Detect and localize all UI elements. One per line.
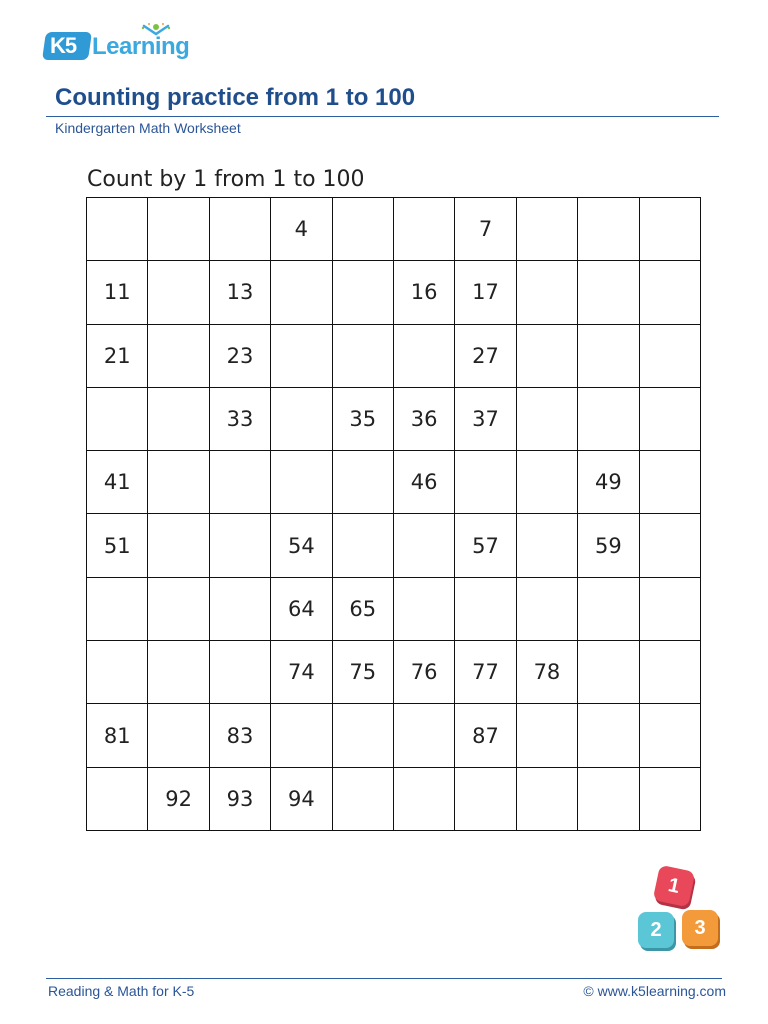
grid-cell[interactable] xyxy=(332,261,393,324)
grid-cell[interactable] xyxy=(393,767,454,830)
grid-cell[interactable] xyxy=(578,704,639,767)
grid-cell[interactable] xyxy=(148,704,209,767)
grid-cell: 17 xyxy=(455,261,516,324)
footer-tagline: Reading & Math for K-5 xyxy=(48,983,195,999)
grid-cell[interactable] xyxy=(148,451,209,514)
grid-cell: 46 xyxy=(393,451,454,514)
grid-row xyxy=(87,198,701,261)
grid-cell[interactable] xyxy=(393,198,454,261)
grid-cell[interactable] xyxy=(332,514,393,577)
grid-cell[interactable] xyxy=(455,577,516,640)
grid-cell[interactable] xyxy=(332,451,393,514)
worksheet-instruction: Count by 1 from 1 to 100 xyxy=(87,167,365,192)
grid-cell[interactable] xyxy=(516,704,577,767)
grid-cell: 87 xyxy=(455,704,516,767)
grid-cell[interactable] xyxy=(271,324,332,387)
grid-cell[interactable] xyxy=(148,641,209,704)
grid-cell: 94 xyxy=(271,767,332,830)
footer-divider xyxy=(46,978,722,979)
grid-cell: 64 xyxy=(271,577,332,640)
grid-cell: 81 xyxy=(87,704,148,767)
grid-cell[interactable] xyxy=(639,577,700,640)
grid-cell: 35 xyxy=(332,387,393,450)
grid-cell[interactable] xyxy=(87,641,148,704)
grid-cell[interactable] xyxy=(393,324,454,387)
grid-cell[interactable] xyxy=(209,577,270,640)
grid-cell[interactable] xyxy=(332,324,393,387)
grid-cell: 77 xyxy=(455,641,516,704)
grid-cell: 11 xyxy=(87,261,148,324)
grid-cell[interactable] xyxy=(639,767,700,830)
grid-cell[interactable] xyxy=(578,324,639,387)
grid-cell[interactable] xyxy=(639,514,700,577)
grid-cell[interactable] xyxy=(578,261,639,324)
logo-k5-text: K5 xyxy=(50,33,77,58)
grid-cell[interactable] xyxy=(516,577,577,640)
footer-website: © www.k5learning.com xyxy=(583,983,726,999)
grid-row xyxy=(87,324,701,387)
grid-cell[interactable] xyxy=(393,514,454,577)
grid-cell[interactable] xyxy=(87,387,148,450)
k5-learning-logo xyxy=(44,22,204,66)
grid-cell[interactable] xyxy=(148,514,209,577)
grid-cell: 13 xyxy=(209,261,270,324)
grid-row xyxy=(87,451,701,514)
block-two: 2 xyxy=(638,912,674,948)
grid-cell[interactable] xyxy=(87,198,148,261)
grid-cell: 92 xyxy=(148,767,209,830)
grid-cell[interactable] xyxy=(271,261,332,324)
grid-cell: 74 xyxy=(271,641,332,704)
grid-cell[interactable] xyxy=(516,324,577,387)
grid-cell: 54 xyxy=(271,514,332,577)
grid-cell[interactable] xyxy=(393,704,454,767)
grid-cell[interactable] xyxy=(209,198,270,261)
grid-cell[interactable] xyxy=(639,198,700,261)
grid-cell: 36 xyxy=(393,387,454,450)
grid-cell[interactable] xyxy=(271,451,332,514)
grid-row xyxy=(87,514,701,577)
grid-cell[interactable] xyxy=(148,577,209,640)
grid-cell: 83 xyxy=(209,704,270,767)
grid-cell[interactable] xyxy=(209,641,270,704)
grid-cell: 16 xyxy=(393,261,454,324)
grid-cell[interactable] xyxy=(455,451,516,514)
grid-cell[interactable] xyxy=(516,451,577,514)
grid-cell: 75 xyxy=(332,641,393,704)
grid-cell[interactable] xyxy=(209,514,270,577)
grid-cell: 37 xyxy=(455,387,516,450)
page-title: Counting practice from 1 to 100 xyxy=(55,84,416,111)
grid-cell: 51 xyxy=(87,514,148,577)
grid-cell[interactable] xyxy=(148,261,209,324)
grid-cell[interactable] xyxy=(578,577,639,640)
grid-row xyxy=(87,704,701,767)
grid-cell[interactable] xyxy=(516,261,577,324)
grid-cell[interactable] xyxy=(639,704,700,767)
grid-cell[interactable] xyxy=(516,514,577,577)
grid-cell[interactable] xyxy=(87,767,148,830)
grid-cell[interactable] xyxy=(332,767,393,830)
hundred-chart xyxy=(86,197,701,831)
grid-cell[interactable] xyxy=(516,198,577,261)
page-subtitle: Kindergarten Math Worksheet xyxy=(55,120,241,136)
grid-cell[interactable] xyxy=(516,387,577,450)
grid-cell[interactable] xyxy=(271,387,332,450)
grid-row xyxy=(87,767,701,830)
grid-cell: 65 xyxy=(332,577,393,640)
grid-cell[interactable] xyxy=(148,324,209,387)
grid-row xyxy=(87,641,701,704)
grid-cell: 59 xyxy=(578,514,639,577)
grid-cell[interactable] xyxy=(148,387,209,450)
grid-cell[interactable] xyxy=(516,767,577,830)
grid-cell[interactable] xyxy=(332,704,393,767)
grid-cell: 49 xyxy=(578,451,639,514)
grid-cell[interactable] xyxy=(209,451,270,514)
grid-cell[interactable] xyxy=(578,767,639,830)
grid-row xyxy=(87,387,701,450)
grid-cell: 78 xyxy=(516,641,577,704)
grid-cell[interactable] xyxy=(332,198,393,261)
grid-cell: 7 xyxy=(455,198,516,261)
grid-cell: 33 xyxy=(209,387,270,450)
title-divider xyxy=(46,116,719,117)
logo-learning-text: Learning xyxy=(92,33,190,60)
grid-cell[interactable] xyxy=(639,324,700,387)
grid-cell: 27 xyxy=(455,324,516,387)
grid-cell: 76 xyxy=(393,641,454,704)
grid-cell[interactable] xyxy=(639,451,700,514)
grid-cell: 23 xyxy=(209,324,270,387)
grid-cell[interactable] xyxy=(271,704,332,767)
grid-cell: 41 xyxy=(87,451,148,514)
grid-cell[interactable] xyxy=(578,387,639,450)
person-icon xyxy=(138,22,174,44)
grid-row xyxy=(87,261,701,324)
grid-cell[interactable] xyxy=(639,387,700,450)
grid-cell[interactable] xyxy=(578,641,639,704)
grid-cell[interactable] xyxy=(639,641,700,704)
grid-cell[interactable] xyxy=(87,577,148,640)
block-one: 1 xyxy=(653,865,696,908)
grid-cell: 21 xyxy=(87,324,148,387)
grid-cell[interactable] xyxy=(455,767,516,830)
grid-cell[interactable] xyxy=(148,198,209,261)
grid-cell: 57 xyxy=(455,514,516,577)
grid-cell[interactable] xyxy=(578,198,639,261)
grid-cell[interactable] xyxy=(639,261,700,324)
grid-cell[interactable] xyxy=(393,577,454,640)
grid-row xyxy=(87,577,701,640)
number-blocks-graphic xyxy=(630,862,730,957)
grid-cell: 93 xyxy=(209,767,270,830)
block-three: 3 xyxy=(682,910,718,946)
grid-cell: 4 xyxy=(271,198,332,261)
